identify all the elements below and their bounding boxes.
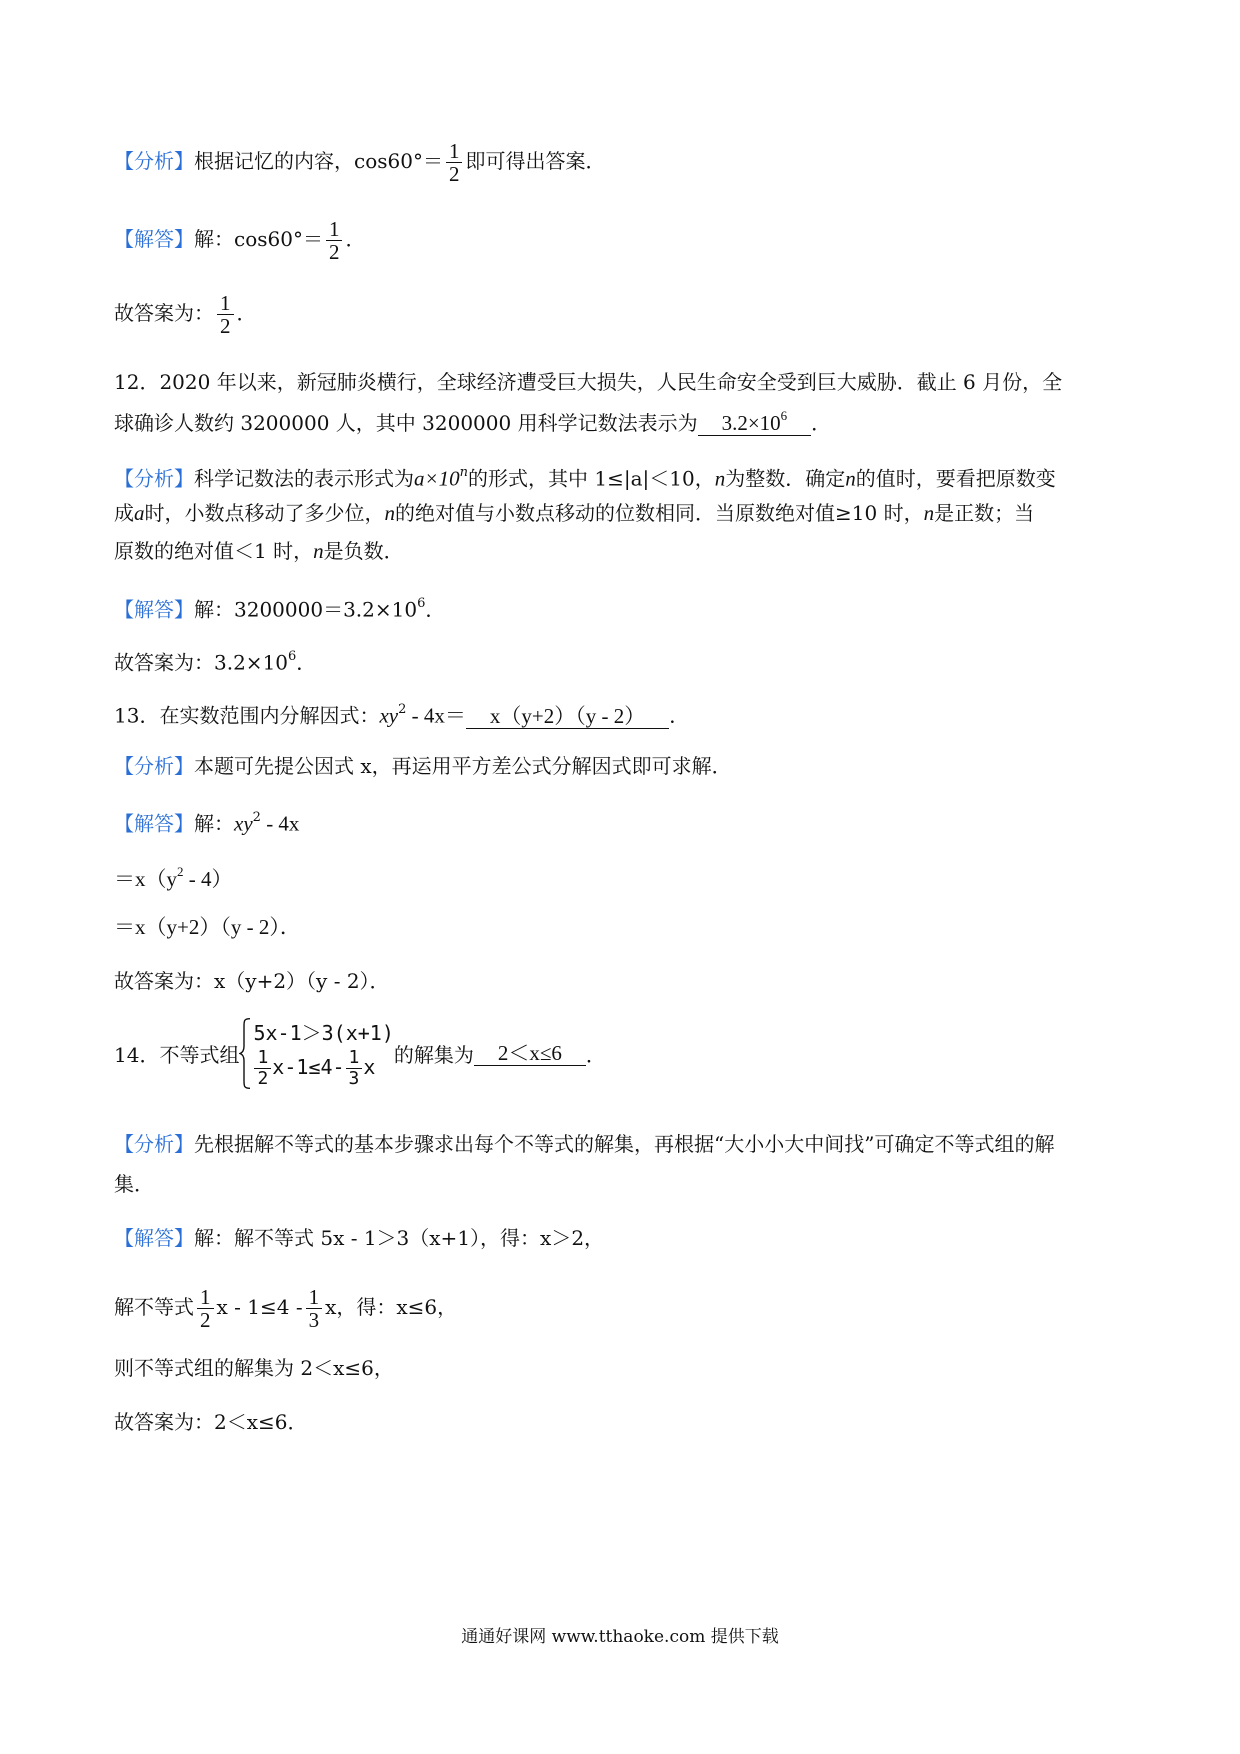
q14-solution-line-1: 【解答】解：解不等式 5x - 1＞3（x+1），得：x＞2， <box>114 1226 605 1250</box>
analysis-tag: 【分析】 <box>114 754 194 778</box>
q12-solution: 【解答】解：$3200000=3.2\times 10^6$． <box>114 596 446 622</box>
q13-final-answer: 故答案为：x（y+2）（y - 2）． <box>114 969 390 993</box>
q14-final-answer: 故答案为：2＜x≤6． <box>114 1410 308 1434</box>
q12-analysis-line-3: 原数的绝对值＜1 时，n是负数． <box>114 539 404 563</box>
q13-stem: 13．在实数范围内分解因式：$xy^2 - 4x= x(y+2)(y - 2)$ ． <box>114 702 690 728</box>
q12-analysis-line-1: 【分析】科学记数法的表示形式为$a\times 10^n$的形式，其中 1≤|a|＜10，n为整数．确定n的值时，要看把原数变 <box>114 465 1056 491</box>
fraction-one-half: $\frac{1}{2}$ <box>326 218 343 263</box>
q14-answer-blank: 2＜x≤6 <box>474 1041 586 1066</box>
fraction-one-half: $\frac{1}{2}$ <box>217 292 234 337</box>
q14-analysis-line-1: 【分析】先根据解不等式的基本步骤求出每个不等式的解集，再根据“大小小大中间找”可确定不等式组的解 <box>114 1132 1055 1156</box>
left-brace-icon <box>239 1018 251 1089</box>
analysis-tag: 【分析】 <box>114 466 194 491</box>
q13-solution-line-3: ＝x（y+2）（y - 2）． <box>114 915 301 939</box>
q12-analysis-line-2: 成a时，小数点移动了多少位，n的绝对值与小数点移动的位数相同．当原数绝对值≥10 时，n是正数；当 <box>114 501 1035 525</box>
analysis-tag: 【分析】 <box>114 1132 194 1156</box>
solution-tag: 【解答】 <box>114 811 194 836</box>
q13-answer-blank: x（y+2）（y - 2） <box>466 704 669 729</box>
inequality-1: 5x-1＞3(x+1) <box>253 1021 394 1045</box>
q12-stem-line-1: 12．2020 年以来，新冠肺炎横行，全球经济遭受巨大损失，人民生命安全受到巨大威胁．截止 6 月份，全 <box>114 370 1063 394</box>
q12-final-answer: 故答案为：$3.2\times 10^6$． <box>114 649 317 675</box>
fraction-one-half: $\frac{1}{2}$ <box>446 140 463 185</box>
q14-solution-line-3: 则不等式组的解集为 2＜x≤6， <box>114 1356 394 1380</box>
q14-solution-line-2: 解不等式 $\frac{1}{2}$ x - 1≤4 - $\frac{1}{3}$ x，得：x≤6， <box>114 1285 458 1332</box>
q14-stem: 14．不等式组 5x-1＞3(x+1) $\frac{1}{2}$ x-1≤4- $\frac{1}{3}$ x 的解集为 2＜x≤6 ． <box>114 1018 606 1089</box>
q13-solution-line-2: $=x(y^2 - 4)$ <box>114 864 233 891</box>
q14-analysis-line-2: 集． <box>114 1172 154 1196</box>
solution-tag: 【解答】 <box>114 1226 194 1250</box>
q11-analysis: 【分析】根据记忆的内容，cos60°＝ $\frac{1}{2}$ 即可得出答案． <box>114 139 606 186</box>
q13-analysis: 【分析】本题可先提公因式 x，再运用平方差公式分解因式即可求解． <box>114 754 732 778</box>
inequality-2: $\frac{1}{2}$ x-1≤4- $\frac{1}{3}$ x <box>253 1048 393 1089</box>
q11-final-answer: 故答案为： $\frac{1}{2}$ ． <box>114 291 257 338</box>
page-footer: 通通好课网 www.tthaoke.com 提供下载 <box>461 1627 779 1647</box>
q12-answer-blank: $3.2\times 10^6$ <box>698 406 812 436</box>
q11-solution: 【解答】解：cos60°＝ $\frac{1}{2}$ ． <box>114 217 366 264</box>
inequality-system <box>239 1018 393 1089</box>
analysis-tag: 【分析】 <box>114 149 194 173</box>
q13-solution-line-1: 【解答】解：$xy^2 - 4x$ <box>114 810 300 836</box>
q12-stem-line-2: 球确诊人数约 3200000 人，其中 3200000 用科学记数法表示为 $3.2\times 10^6$ ． <box>114 408 832 435</box>
solution-tag: 【解答】 <box>114 597 194 622</box>
solution-tag: 【解答】 <box>114 227 194 251</box>
